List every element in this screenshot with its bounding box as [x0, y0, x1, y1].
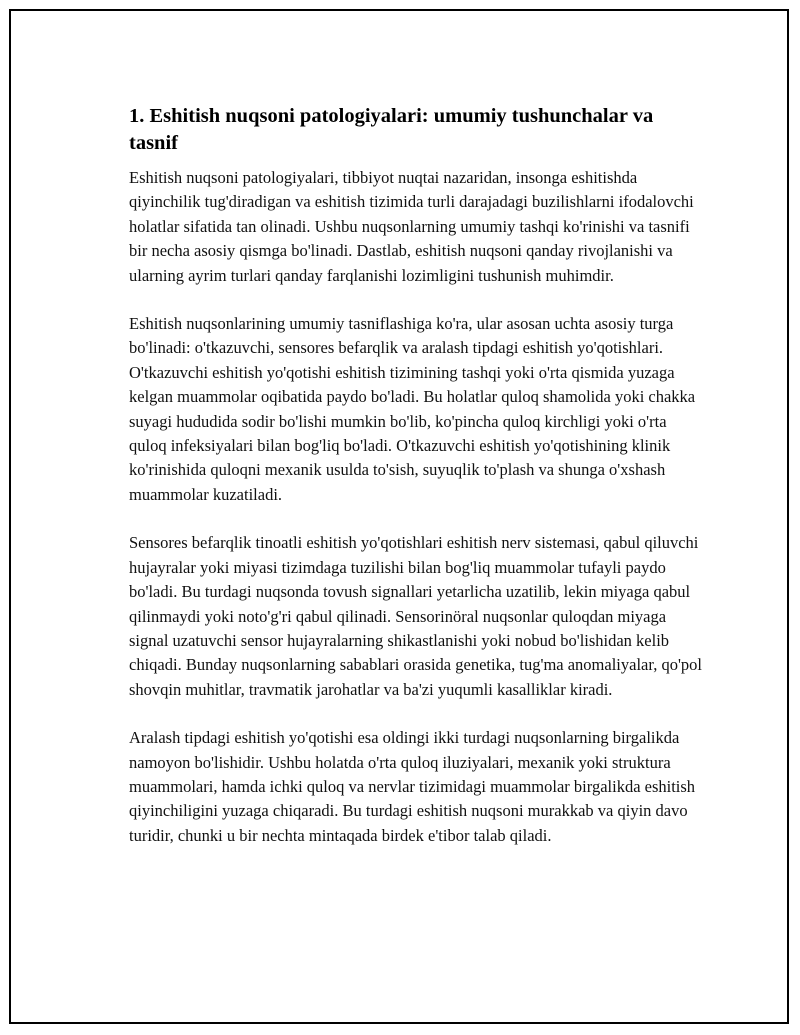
section-heading: 1. Eshitish nuqsoni patologiyalari: umumiy tushunchalar va tasnif: [129, 105, 654, 154]
page-frame: [9, 9, 789, 1024]
document-body: [129, 103, 704, 872]
paragraph: Sensores befarqlik tinoatli eshitish yo'qotishlari eshitish nerv sistemasi, qabul qiluvchi hujayralar yoki miyasi tizimdaga tuzilishi bilan bog'liq muammolar tufayli paydo bo'ladi. Bu turdagi nuqsonda tovush signallari yetarlicha uzatilib, lekin miyaga qabul qilinmaydi yoki noto'g'ri qabul qilinadi. Sensorinöral nuqsonlar quloqdan miyaga signal uzatuvchi sensor hujayralarning shikastlanishi yoki nobud bo'lishidan kelib chiqadi. Bunday nuqsonlarning sabablari orasida genetika, tug'ma anomaliyalar, qo'pol shovqin muhitlar, travmatik jarohatlar va ba'zi yuqumli kasalliklar kiradi.: [129, 533, 703, 699]
paragraph: Aralash tipdagi eshitish yo'qotishi esa oldingi ikki turdagi nuqsonlarning birgalikda namoyon bo'lishidir. Ushbu holatda o'rta quloq iluziyalari, mexanik yoki struktura muammolari, hamda ichki quloq va nervlar tizimidagi muammolar birgalikda eshitish qiyinchiligini yuzaga chiqaradi. Bu turdagi eshitish nuqsoni murakkab va qiyin davo turidir, chunki u bir nechta mintaqada birdek e'tibor talab qiladi.: [129, 728, 696, 845]
paragraph: Eshitish nuqsoni patologiyalari, tibbiyot nuqtai nazaridan, insonga eshitishda qiyinchilik tug'diradigan va eshitish tizimida turli darajadagi buzilishlarni ifodalovchi holatlar sifatida tan olinadi. Ushbu nuqsonlarning umumiy tashqi ko'rinishi va tasnifi bir necha asosiy qismga bo'linadi. Dastlab, eshitish nuqsoni qanday rivojlanishi va ularning ayrim turlari qanday farqlanishi lozimligini tushunish muhimdir.: [129, 168, 694, 285]
paragraph: Eshitish nuqsonlarining umumiy tasniflashiga ko'ra, ular asosan uchta asosiy turga bo'linadi: o'tkazuvchi, sensores befarqlik va aralash tipdagi eshitish yo'qotishlari. O'tkazuvchi eshitish yo'qotishi eshitish tizimining tashqi yoki o'rta qismida yuzaga kelgan muammolar oqibatida paydo bo'ladi. Bu holatlar quloq shamolida yoki chakka suyagi hududida sodir bo'lishi mumkin bo'lib, ko'pincha quloq kirchligi yoki o'rta quloq infeksiyalari bilan bog'liq bo'ladi. O'tkazuvchi eshitish yo'qotishining klinik ko'rinishida quloqni mexanik usulda to'sish, suyuqlik to'plash va shunga o'xshash muammolar kuzatiladi.: [129, 314, 696, 504]
